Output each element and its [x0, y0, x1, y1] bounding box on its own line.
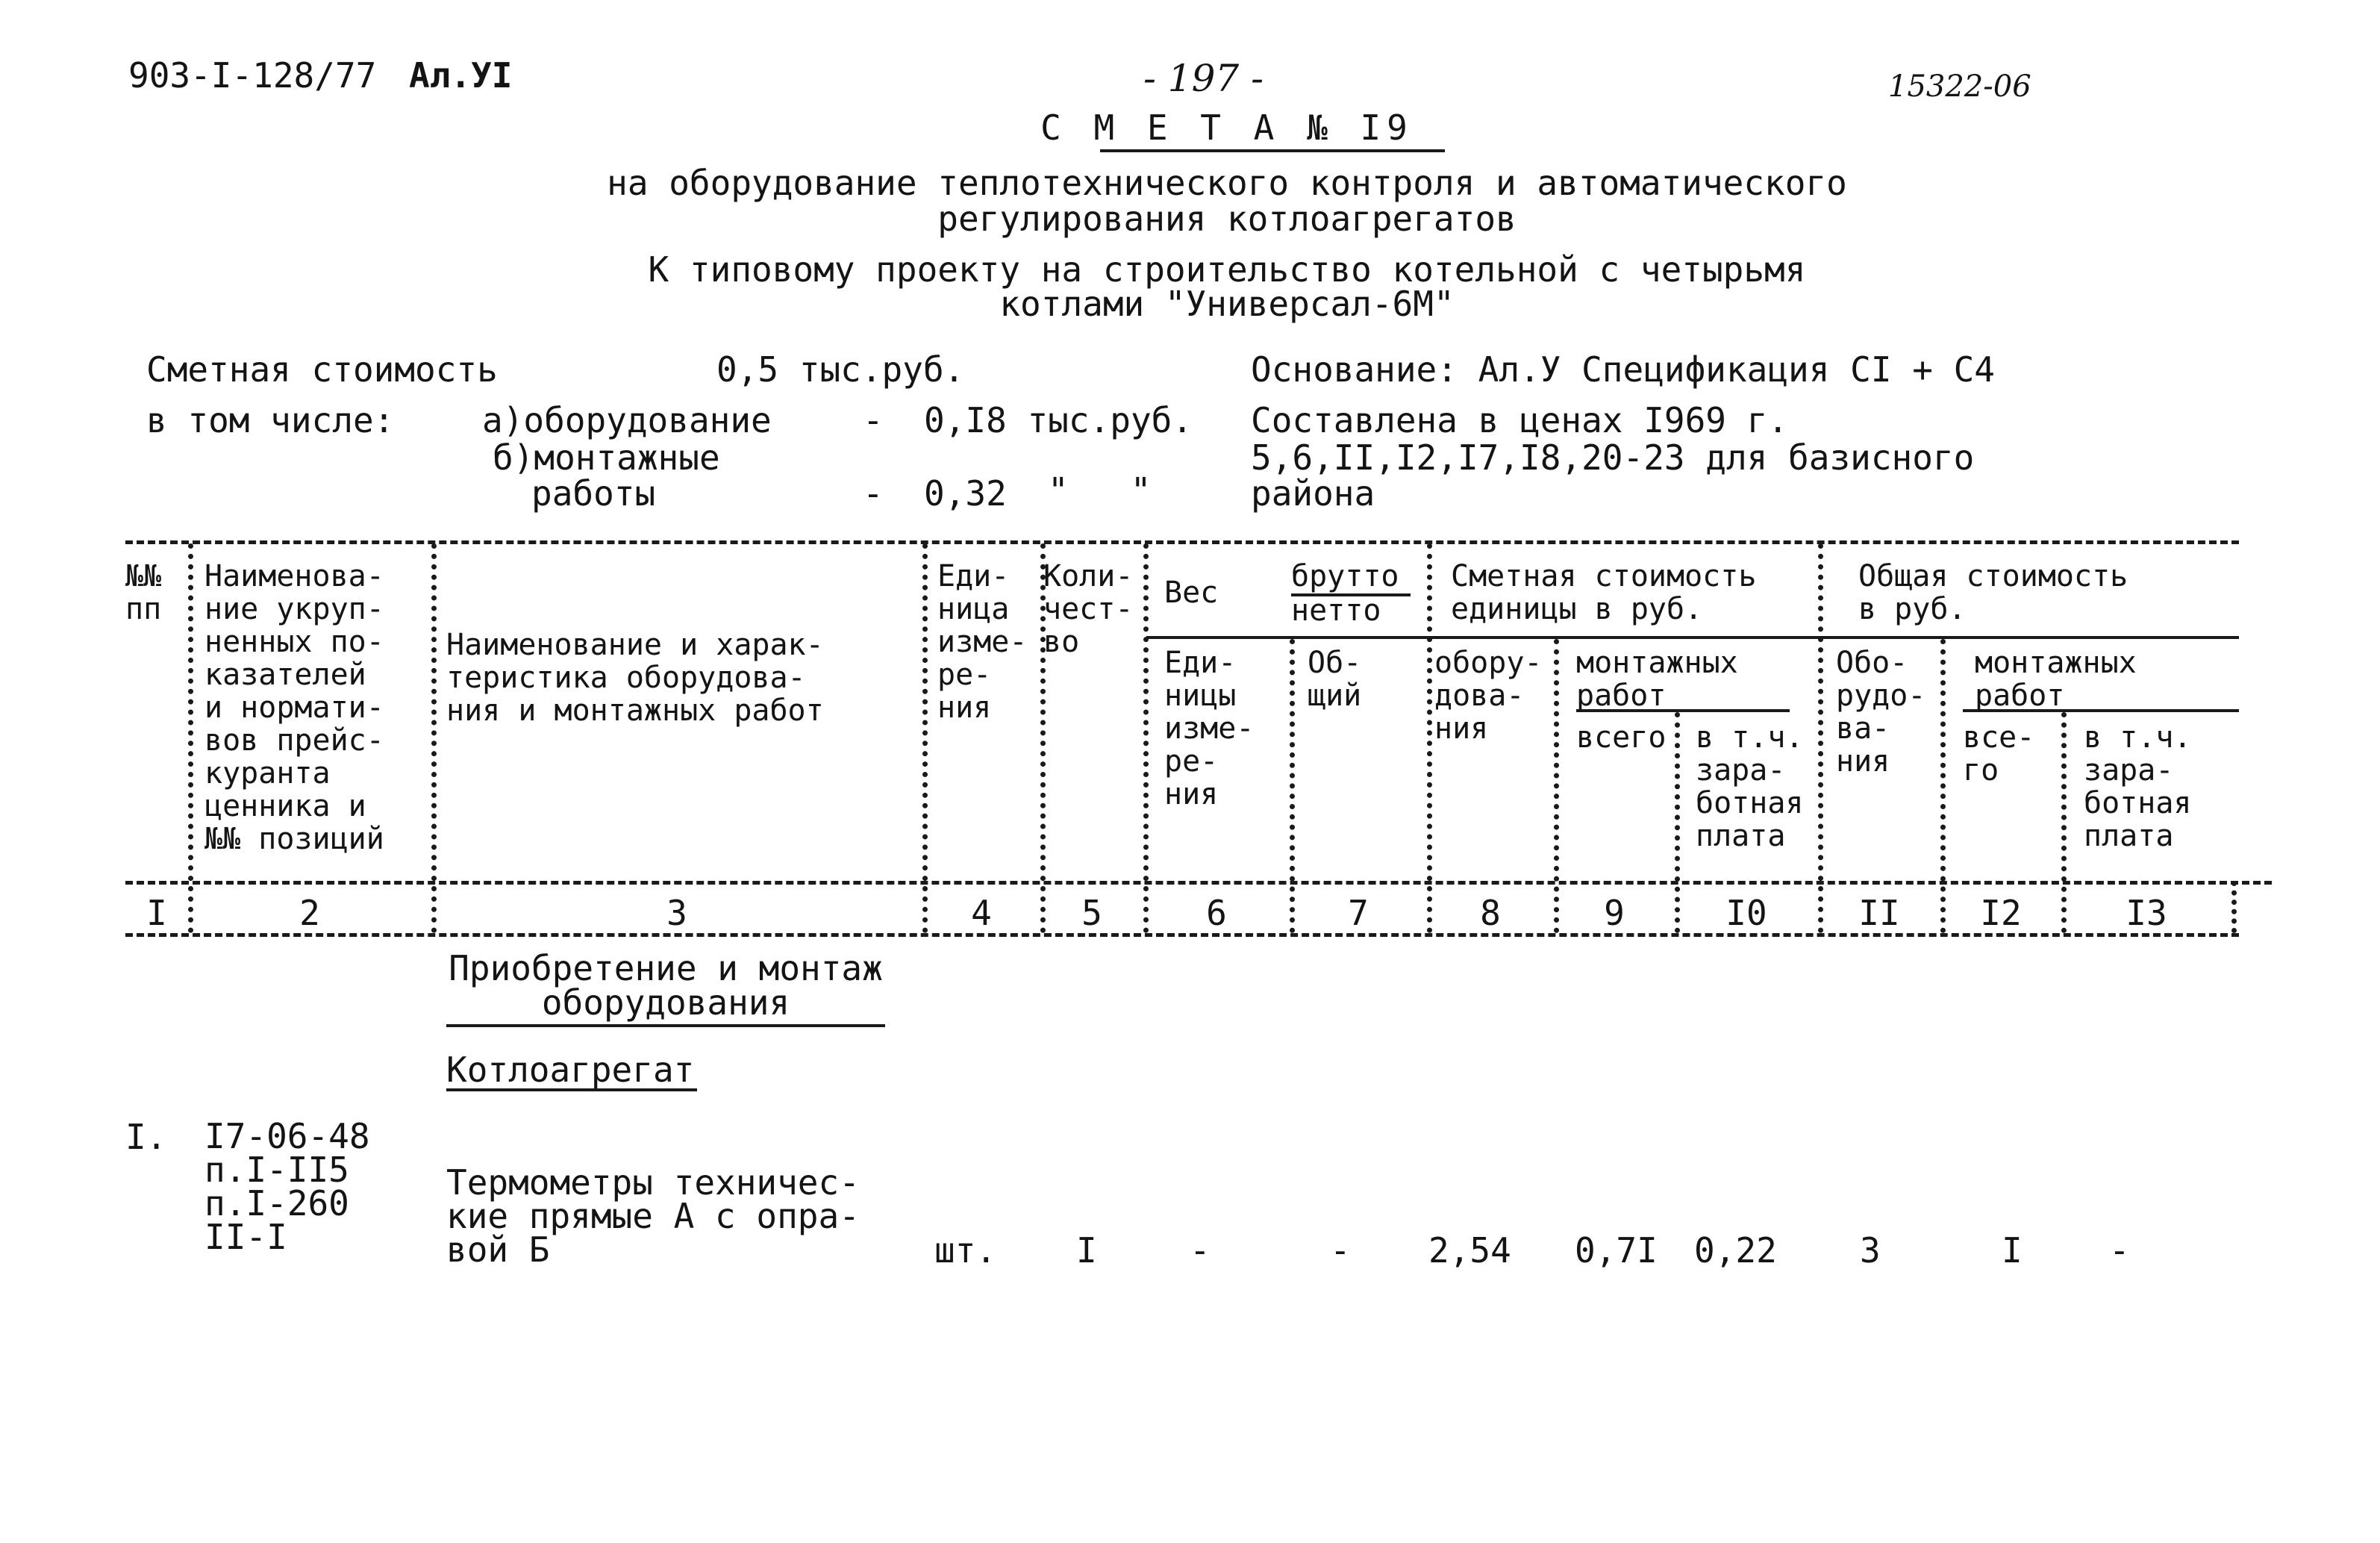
col-sep-7: [1427, 543, 1432, 933]
row-number: I.: [125, 1117, 167, 1157]
col-sep-6: [1290, 639, 1295, 933]
row-unit-install-cost: 0,7I: [1575, 1230, 1658, 1271]
column-number: II: [1858, 893, 1900, 933]
row-price-reference: I7-06-48 п.I-II5 п.I-260 II-I: [204, 1116, 370, 1257]
header-weight-unit: Еди- ницы изме- ре- ния: [1164, 646, 1255, 811]
column-number: 2: [299, 893, 320, 933]
title-line-1: на оборудование теплотехнического контроля и автоматического: [607, 163, 1847, 203]
header-total-installation: монтажных работ: [1975, 646, 2137, 713]
header-unit-install-wage: в т.ч. зара- ботная плата: [1696, 720, 1804, 853]
header-unit: Еди- ница изме- ре- ния: [937, 559, 1028, 725]
header-row-number: №№ пп: [125, 559, 162, 626]
title-line-4: котлами "Универсал-6М": [999, 284, 1455, 324]
subsection-title: Котлоагрегат: [446, 1050, 695, 1090]
column-number: I0: [1725, 893, 1767, 933]
archive-stamp: 15322-06: [1888, 69, 2031, 104]
column-number: I2: [1980, 893, 2022, 933]
col-sep-10: [1818, 543, 1823, 933]
title-line-3: К типовому проекту на строительство котельной с четырьмя: [648, 249, 1806, 290]
estimated-cost-value: 0,5 тыс.руб.: [716, 349, 965, 390]
row-item-name: Термометры техничес- кие прямые А с опра- вой Б: [446, 1162, 860, 1270]
section-title-line-2: оборудования: [541, 982, 790, 1023]
header-total-cost: Общая стоимость в руб.: [1858, 559, 2128, 626]
column-number: 4: [971, 893, 992, 933]
table-top-rule: [125, 540, 2239, 544]
section-title-underline: [446, 1024, 885, 1027]
header-total-install-wage: в т.ч. зара- ботная плата: [2084, 720, 2192, 853]
header-unit-cost: Сметная стоимость единицы в руб.: [1451, 559, 1757, 626]
col-sep-1: [188, 543, 193, 933]
installation-label: б)монтажные: [493, 437, 720, 478]
equipment-label: а)оборудование: [482, 400, 772, 440]
column-number: I3: [2126, 893, 2167, 933]
title-line-2: регулирования котлоагрегатов: [937, 199, 1517, 239]
header-bottom-rule: [125, 881, 2272, 885]
row-quantity: I: [1076, 1230, 1097, 1271]
subsection-title-underline: [446, 1088, 697, 1091]
row-unit-equipment-cost: 2,54: [1428, 1230, 1511, 1271]
installation-value: 0,32: [924, 473, 1007, 514]
heading-underline: [1100, 149, 1445, 152]
basis-line-1: Основание: Ал.У Спецификация СI + С4: [1251, 349, 1995, 390]
column-number: 5: [1081, 893, 1102, 933]
header-divider-weight-cost: [1146, 636, 2239, 639]
column-number: I: [146, 893, 167, 933]
page-number: - 197 -: [1143, 57, 1264, 100]
section-title: Приобретение и монтаж: [449, 948, 883, 988]
header-unit-install-total: всего: [1576, 720, 1667, 755]
header-gross: брутто: [1291, 559, 1399, 593]
equipment-dash: -: [863, 400, 884, 440]
basis-line-4: района: [1251, 473, 1375, 514]
header-weight: Вес: [1164, 576, 1219, 610]
document-code: 903-I-128/77: [128, 55, 377, 96]
column-number: 6: [1206, 893, 1227, 933]
column-number: 9: [1604, 893, 1625, 933]
equipment-value: 0,I8 тыс.руб.: [924, 400, 1193, 440]
col-sep-13: [2231, 881, 2237, 933]
header-unit-equipment: обору- дова- ния: [1434, 646, 1543, 746]
header-weight-total: Об- щий: [1308, 646, 1362, 713]
row-weight-total: -: [1330, 1230, 1351, 1271]
ditto-marks: " ": [1048, 470, 1152, 511]
row-weight-unit: -: [1190, 1230, 1211, 1271]
including-label: в том числе:: [146, 400, 395, 440]
installation-label-2: работы: [531, 473, 656, 514]
header-net: нетто: [1291, 593, 1381, 628]
header-total-install-total: все- го: [1963, 720, 2035, 788]
row-total-install-cost: I: [2002, 1230, 2023, 1271]
row-unit: шт.: [934, 1230, 997, 1271]
estimate-heading: С М Е Т А № I9: [1040, 107, 1414, 148]
column-number: 3: [666, 893, 687, 933]
row-unit-install-wage: 0,22: [1694, 1230, 1777, 1271]
col-sep-8: [1554, 639, 1559, 933]
column-number: 7: [1348, 893, 1369, 933]
estimated-cost-label: Сметная стоимость: [146, 349, 498, 390]
col-sep-2: [431, 543, 437, 933]
row-total-equipment-cost: 3: [1860, 1230, 1881, 1271]
col-sep-3: [922, 543, 928, 933]
header-quantity: Коли- чест- во: [1043, 559, 1134, 659]
album-number: Ал.УI: [409, 55, 513, 96]
basis-line-2: Составлена в ценах I969 г.: [1251, 400, 1789, 440]
basis-line-3: 5,6,II,I2,I7,I8,20-23 для базисного: [1251, 437, 1975, 478]
row-total-install-wage: -: [2109, 1230, 2130, 1271]
header-item-name: Наименование и харак- теристика оборудова- ния и монтажных работ: [446, 628, 824, 728]
header-total-equipment: Обо- рудо- ва- ния: [1836, 646, 1926, 779]
header-price-reference: Наименова- ние укруп- ненных по- казателей и нормати- вов прейс- куранта ценника и №№ позиций: [204, 559, 384, 856]
column-number: 8: [1480, 893, 1501, 933]
installation-dash: -: [863, 473, 884, 514]
header-unit-installation: монтажных работ: [1576, 646, 1738, 713]
col-sep-11: [1940, 639, 1946, 933]
col-sep-5: [1143, 543, 1149, 933]
column-number-rule: [125, 933, 2239, 937]
